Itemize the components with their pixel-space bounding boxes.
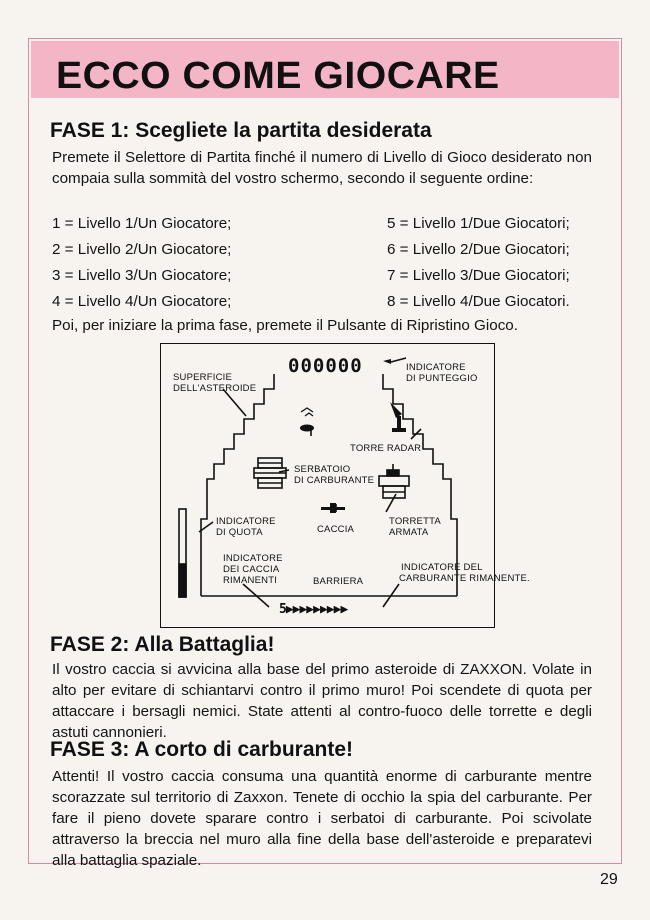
label-gun-turret: TORRETTA ARMATA xyxy=(389,516,441,538)
label-remaining-fighters: INDICATORE DEI CACCIA RIMANENTI xyxy=(223,553,283,586)
fuel-gauge: 5▶▶▶▶▶▶▶▶▶ xyxy=(279,602,348,617)
fighter-icon xyxy=(321,503,345,513)
altitude-bar-fill xyxy=(179,564,186,597)
score-display: 000000 xyxy=(288,355,363,377)
level-item: 1 = Livello 1/Un Giocatore; xyxy=(52,215,232,232)
level-item: 7 = Livello 3/Due Giocatori; xyxy=(387,267,570,284)
phase3-body: Attenti! Il vostro caccia consuma una quantità enorme di carburante mentre scorazzate sul territorio di Zaxxon. Tenete di occhio la spia del carburante. Per fare il pieno dovete sparare contro i serbatoi di carburante. Poi scivolate attraverso la breccia nel muro alla fine della base dell'asteroide e preparatevi alla battaglia spaziale. xyxy=(52,768,592,869)
level-item: 5 = Livello 1/Due Giocatori; xyxy=(387,215,570,232)
label-asteroid-surface: SUPERFICIE DELL'ASTEROIDE xyxy=(173,372,257,394)
fuel-tank-icon xyxy=(254,458,286,488)
small-turret-icon xyxy=(300,425,314,432)
phase1-heading: FASE 1: Scegliete la partita desiderata xyxy=(50,119,432,142)
page-title: ECCO COME GIOCARE xyxy=(56,55,500,97)
phase2-heading: FASE 2: Alla Battaglia! xyxy=(50,633,275,656)
level-item: 3 = Livello 3/Un Giocatore; xyxy=(52,267,232,284)
level-item: 8 = Livello 4/Due Giocatori. xyxy=(387,293,570,310)
score-arrow-icon xyxy=(383,359,391,364)
level-item: 2 = Livello 2/Un Giocatore; xyxy=(52,241,232,258)
game-screen-diagram xyxy=(160,343,530,628)
level-item: 4 = Livello 4/Un Giocatore; xyxy=(52,293,232,310)
label-barrier: BARRIERA xyxy=(313,576,364,587)
page-number: 29 xyxy=(600,871,618,888)
enemy-plane-icon xyxy=(301,408,313,416)
level-item: 6 = Livello 2/Due Giocatori; xyxy=(387,241,570,258)
label-fighter: CACCIA xyxy=(317,524,355,535)
label-remaining-fuel: INDICATORE DEL CARBURANTE RIMANENTE. xyxy=(399,562,530,584)
gun-turret-icon xyxy=(379,464,409,498)
label-altitude-indicator: INDICATORE DI QUOTA xyxy=(216,516,276,538)
phase2-body: Il vostro caccia si avvicina alla base del primo asteroide di ZAXXON. Volate in alto per evitare di schiantarvi contro il primo muro! Poi scendete di quota per attaccare i bersagli nemici. State attenti al contro-fuoco delle torrette e degli astuti cannonieri. xyxy=(52,661,592,741)
label-score-indicator: INDICATORE DI PUNTEGGIO xyxy=(406,362,478,384)
phase3-heading: FASE 3: A corto di carburante! xyxy=(50,738,353,761)
label-radar-tower: TORRE RADAR xyxy=(350,443,422,454)
phase1-outro: Poi, per iniziare la prima fase, premete il Pulsante di Ripristino Gioco. xyxy=(52,317,518,334)
label-fuel-tank: SERBATOIO DI CARBURANTE xyxy=(294,464,375,486)
phase1-intro: Premete il Selettore di Partita finché il numero di Livello di Gioco desiderato non compaia sulla sommità del vostro schermo, secondo il seguente ordine: xyxy=(52,149,592,187)
